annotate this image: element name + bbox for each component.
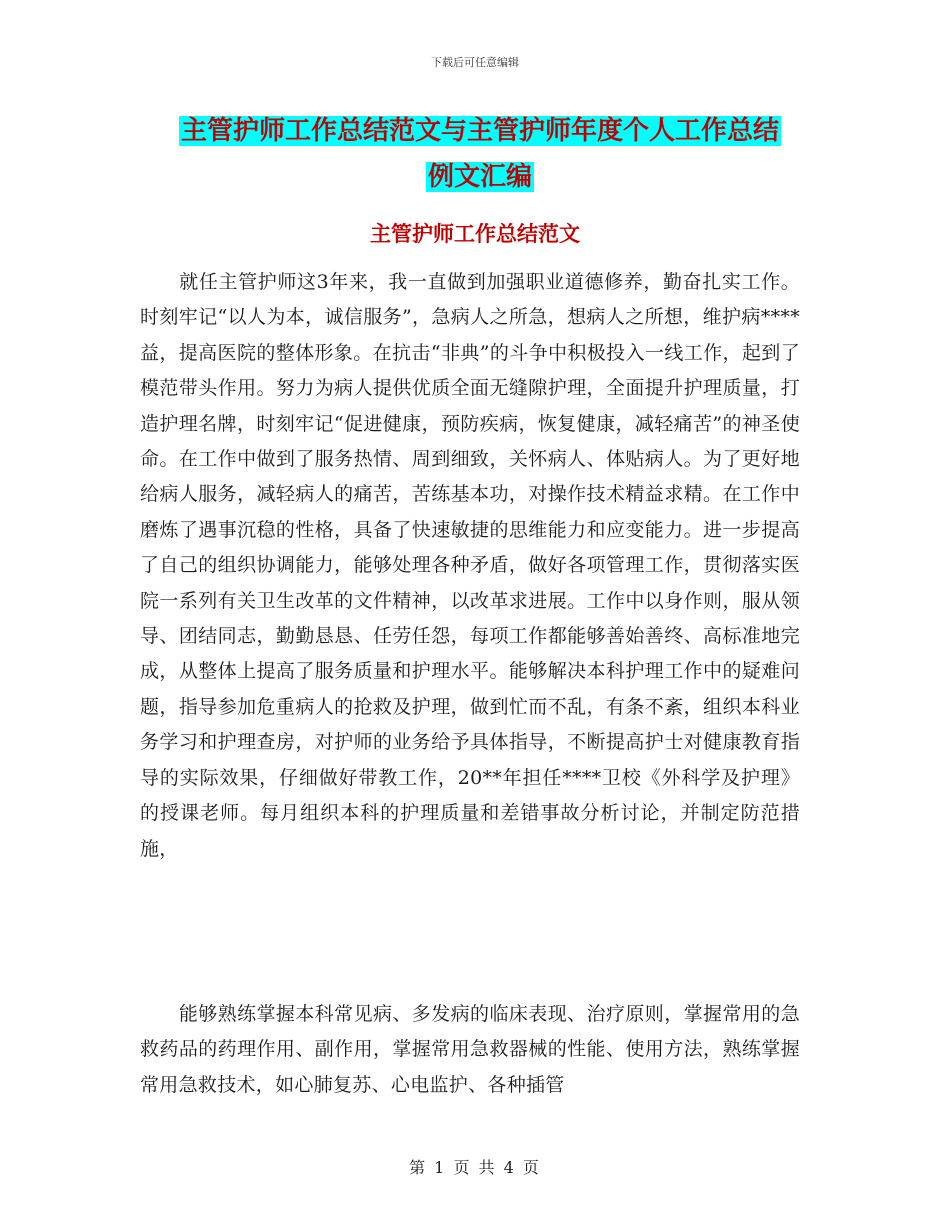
section-title: 主管护师工作总结范文 xyxy=(370,221,580,246)
title-line-1: 主管护师工作总结范文与主管护师年度个人工作总结 xyxy=(180,116,779,146)
body-paragraph-1: 就任主管护师这3年来，我一直做到加强职业道德修养，勤奋扎实工作。时刻牢记“以人为本，诚信服务”，急病人之所急，想病人之所想，维护病****益，提高医院的整体形象。在抗击“非典”的斗争中积极投入一线工作，起到了模范带头作用。努力为病人提供优质全面无缝隙护理，全面提升护理质量，打造护理名牌，时刻牢记“促进健康，预防疾病，恢复健康，减轻痛苦”的神圣使命。在工作中做到了服务热情、周到细致，关怀病人、体贴病人。为了更好地给病人服务，减轻病人的痛苦，苦练基本功，对操作技术精益求精。在工作中磨炼了遇事沉稳的性格，具备了快速敏捷的思维能力和应变能力。进一步提高了自己的组织协调能力，能够处理各种矛盾，做好各项管理工作，贯彻落实医院一系列有关卫生改革的文件精神，以改革求进展。工作中以身作则，服从领导、团结同志，勤勤恳恳、任劳任怨，每项工作都能够善始善终、高标准地完成，从整体上提高了服务质量和护理水平。能够解决本科护理工作中的疑难问题，指导参加危重病人的抢救及护理，做到忙而不乱，有条不紊，组织本科业务学习和护理查房，对护师的业务给予具体指导，不断提高护士对健康教育指导的实际效果，仔细做好带教工作，20**年担任****卫校《外科学及护理》的授课老师。每月组织本科的护理质量和差错事故分析讨论，并制定防范措施， xyxy=(140,271,800,860)
body-paragraph-2: 能够熟练掌握本科常见病、多发病的临床表现、治疗原则，掌握常用的急救药品的药理作用、副作用，掌握常用急救器械的性能、使用方法，熟练掌握常用急救技术，如心肺复苏、心电监护、各种插管 xyxy=(140,1003,800,1096)
page-footer: 第 1 页 共 4 页 xyxy=(409,1158,541,1177)
header-note: 下载后可任意编辑 xyxy=(431,56,519,69)
title-line-2: 例文汇编 xyxy=(427,162,532,192)
document-title xyxy=(140,108,820,200)
